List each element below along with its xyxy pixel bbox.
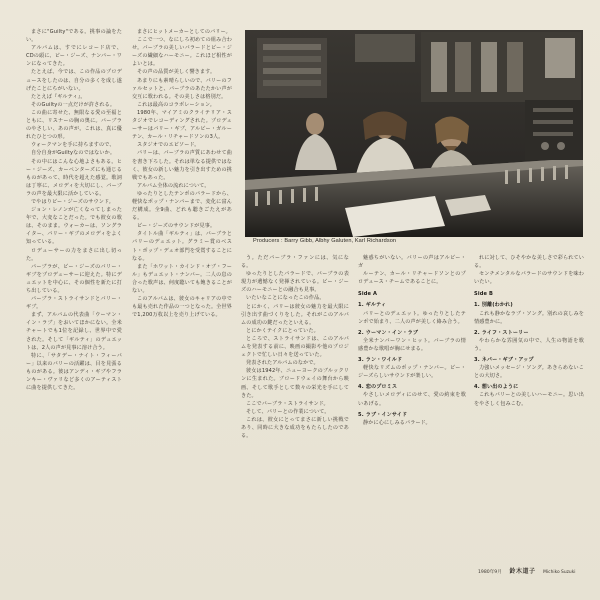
paragraph: そのGuiltyの一点だけが許される。: [31, 101, 116, 108]
song-title: 2. ライフ・ストーリー: [474, 329, 529, 336]
studio-photo-image: [245, 30, 583, 237]
signature-romaji: Michiko Suzuki: [543, 570, 576, 575]
paragraph: 発表されたアルバムのなかで。: [246, 360, 319, 367]
paragraph: ここで一つ、なにしろ初めての組み合わせ。バーブラの美しいバラードとビー・ジーズの繊細なハーモニー。これほど相性がよいとは。: [132, 37, 232, 68]
song-title: 1. 別離(わかれ): [474, 302, 513, 309]
song-note: 力強いメッセージ・ソング。あきらめないことの大切さ。: [474, 365, 584, 380]
paragraph: その中にはこんな心地よさもある。ヒー・ジーズ、カーペンターズにも通じるものがあって、時代を超えた感覚。歌詞は丁寧に、メロディを大切にし、バーブラの声を最大限に活かしている。: [26, 158, 122, 197]
paragraph: とにかくテイクにとっていた。: [246, 327, 319, 334]
paragraph: これは、彼女にとってまさに新しい挑戦であり、同時に大きな成功をもたらしたのである。: [241, 416, 349, 440]
signature-date: 1980年9月: [478, 570, 502, 575]
paragraph: でやはりビー・ジーズのサウンド。: [31, 198, 114, 205]
paragraph: バーブラ・ストライサンドとバリー・ギブ。: [26, 296, 122, 311]
paragraph: このアルバムは、彼女のキャリアの中でも最も売れた作品の一つとなった。全世界で1,200万枚以上を売り上げている。: [132, 296, 232, 319]
song-title: 4. 恋のプロミス: [358, 384, 398, 391]
paragraph: ゆったりとしたバラードで、バーブラの表現力が遺憾なく発揮されている。ビー・ジーズのハーモニーとの融合も見事。: [241, 271, 349, 294]
paragraph: スタジオでのエピソード。: [137, 142, 200, 149]
paragraph: いたいなことになったこの作品。: [246, 295, 325, 302]
song-note: 全米ナンバーワン・ヒット。バーブラの情感豊かな歌唱が胸にせまる。: [358, 337, 466, 352]
paragraph: たとえば、今では、この作品のプロデュースをしたのは、自分の多くを成し遂げたことにちがいない。: [26, 69, 122, 92]
paragraph: たとえば『ギルティ』。: [31, 93, 86, 100]
song-title: 2. ウーマン・イン・ラブ: [358, 329, 419, 336]
song-note: やわらかな雰囲気の中で、人生の物語を歌う。: [474, 337, 584, 352]
paragraph: ここでバーブラ・ストライサンド。: [246, 400, 329, 407]
paragraph: まず、アルバムの代表曲「ウーマン・イン・ラブ」をおいてほかにない。全米チャートでも1位を記録し、世界中で愛された。そして「ギルティ」のデュエットは、2人の声が見事に溶け合う。: [26, 312, 122, 351]
studio-photo: [245, 30, 583, 237]
paragraph: バリーは、バーブラの声質にあわせて曲を書き下ろした。それは単なる提供ではなく、彼女の新しい魅力を引き出すための挑戦でもあった。: [132, 150, 232, 181]
signature-name: 鈴木道子: [509, 568, 536, 575]
paragraph: これは最高のコラボレーション。: [137, 101, 216, 108]
paragraph: れに対して、ひそやかな美しさで彩られている。: [474, 255, 584, 270]
text-column-4: [358, 254, 466, 576]
paragraph: まさに"Guilty"である。挑事の論をたい。: [26, 29, 122, 44]
paragraph: センチメンタルなバラードのサウンドを味わいたい。: [474, 271, 584, 286]
side-b-heading: Side B: [474, 291, 494, 298]
song-title: 4. 想い出のように: [474, 384, 519, 391]
paragraph: ウォークマンを手に持ちますので、: [31, 142, 115, 149]
song-title: 3. ラン・ワイルド: [358, 357, 403, 364]
paragraph: ロデューサーの力をまさに出し切った。: [26, 247, 122, 262]
song-note: 軽快なリズムのポップ・ナンバー。ビー・ジーズらしいサウンドが楽しい。: [358, 365, 466, 380]
paragraph: ルーテン、カール・リチャードソンとのプロデュース・チームであることに。: [358, 271, 466, 286]
song-note: 静かに心にしみるバラード。: [363, 419, 431, 426]
song-note: やさしいメロディにのせて、愛の約束を歌いあげる。: [358, 392, 466, 407]
paragraph: とにかく、バリーは彼女の魅力を最大限に引き出す曲づくりをした。それがこのアルバムの成功の鍵だったといえる。: [241, 303, 349, 326]
song-title: 1. ギルティ: [358, 302, 387, 309]
signature: [478, 566, 575, 575]
photo-caption: Producers : Barry Gibb, Albhy Galuten, Karl Richardson: [253, 238, 397, 244]
paragraph: う。ただバーブラ・ファンには、気になる。: [241, 255, 349, 270]
paragraph: 彼女は1942年、ニューヨークのブルックリンに生まれた。ブロードウェイの舞台から映画、そして歌手として数々の栄光を手にしてきた。: [241, 368, 349, 399]
text-column-2: [132, 28, 232, 576]
paragraph: アルバムは、すでにレコード店で、CDの頭に、ビー・ジーズ、ナンバー・ワンになってきた。: [26, 45, 122, 68]
paragraph: タイトル曲「ギルティ」は、バーブラとバリーのデュエット。グラミー賞のベスト・ポップ・デュオ部門を受賞することになる。: [132, 231, 232, 262]
paragraph: アルバム全体の流れについて。: [137, 182, 210, 189]
song-note: これも静かなラブ・ソング。別れの哀しみを情感豊かに。: [474, 310, 584, 325]
text-column-5: [474, 254, 584, 576]
song-title: 5. ラブ・インサイド: [358, 411, 408, 418]
paragraph: この曲に寄せた、無限なる愛の至福とともに、リスナーの胸の奥に。バーブラのやさしい、あの声が。これは、真に優れたひとつの形。: [26, 109, 122, 141]
side-a-heading: Side A: [358, 291, 378, 298]
paragraph: ところで、ストライサンドは、このアルバムを発表する前に、映画の撮影や他のプロジェクトで忙しい日々を送っていた。: [241, 335, 349, 359]
text-column-1: [26, 28, 122, 576]
paragraph: まさにヒットメーカーとしてのバリー。: [137, 29, 231, 35]
paragraph: 魅惑ちがいない。バリーの声はアルビー・ガ: [358, 255, 466, 270]
paragraph: そして、バリーとの作業について。: [246, 408, 330, 415]
paragraph: 1980年、マイアミのクライテリア・スタジオでレコーディングされた。プロデューサーはバリー・ギブ、アルビー・ガルーテン、カール・リチャードソンの3人。: [132, 109, 232, 141]
paragraph: ビー・ジーズのサウンドが見事。: [137, 223, 216, 230]
paragraph: その声の品質が美しく響きます。: [137, 69, 216, 76]
text-column-3: [241, 254, 349, 576]
paragraph: あまりにも素晴らしいので、バリーのファルセットと、バーブラのあたたかい声が交互に歌われる。その美しさは格別だ。: [132, 77, 232, 100]
paragraph: ゆったりとしたテンポのバラードから、軽快なポップ・ナンバーまで、変化に富んだ構成。全9曲、どれも聴きごたえがある。: [132, 190, 232, 222]
paragraph: ジョン・レノンが亡くなってしまった年で、大変なことだった。でも彼女の歌は、そのまま。ウォーカーは、ソングライター、バリー・ギブのメロディをよく知っている。: [26, 207, 122, 246]
song-note: バリーとのデュエット。ゆったりとしたテンポで始まり、二人の声が美しく絡み合う。: [358, 310, 466, 325]
paragraph: また「ホワット・カインド・オブ・フール」もデュエット・ナンバー。二人の息の合った歌声は、何度聴いても飽きることがない。: [132, 263, 232, 294]
song-note: これもバリーとの美しいハーモニー。思い出をやさしく包みこむ。: [474, 392, 584, 407]
song-title: 3. ネバー・ギブ・アップ: [474, 357, 534, 364]
paragraph: 特に、「サタデー・ナイト・フィーバー」以来のバリーの活躍は、目を見張るものがある。彼はアンディ・ギブやフランキー・ヴァリなど多くのアーティストに曲を提供してきた。: [26, 352, 122, 392]
paragraph: 自分自身がGuiltyなのではないか。: [31, 150, 116, 157]
paragraph: バーブラが、ビー・ジーズのバリー・ギブをプロデューサーに迎えた。特にデュエットを中心に、その個性を新たに打ち出している。: [26, 263, 122, 294]
